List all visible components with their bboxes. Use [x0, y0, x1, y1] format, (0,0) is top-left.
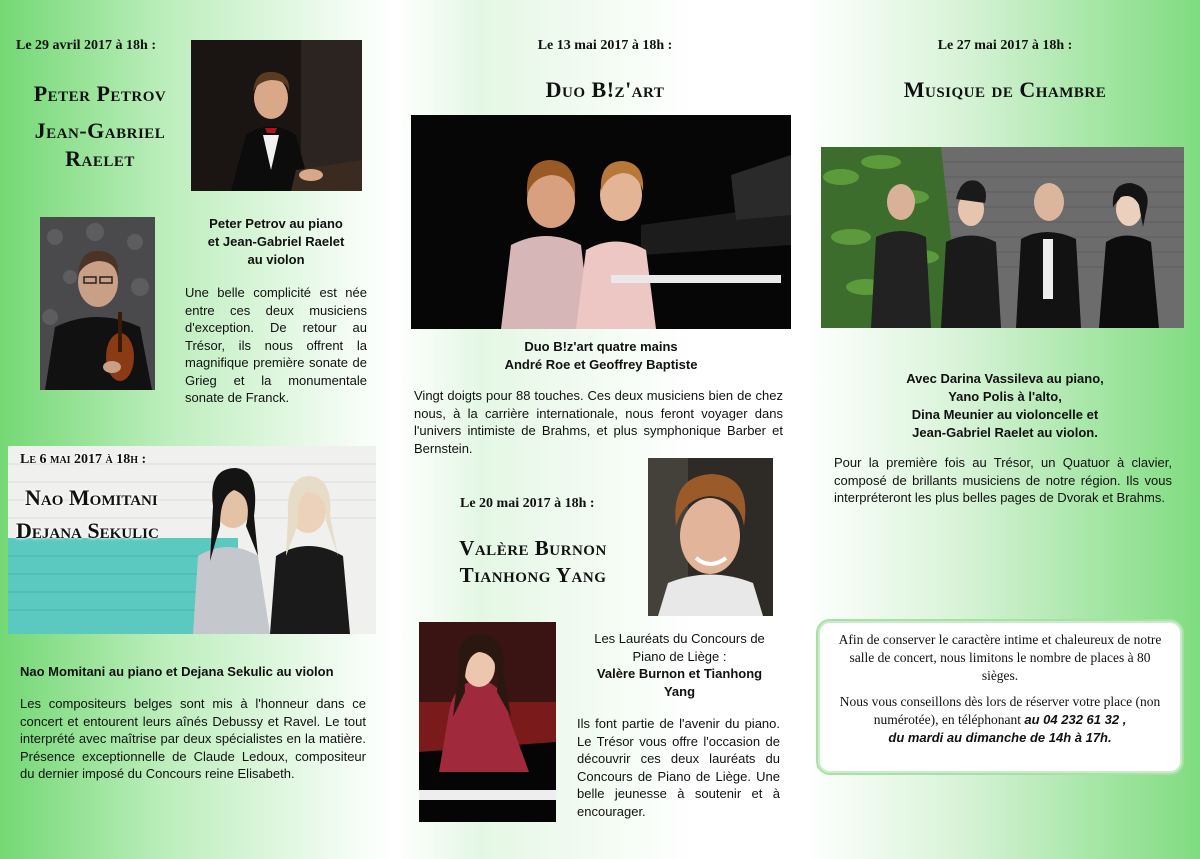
- caption-line: Jean-Gabriel Raelet au violon.: [912, 425, 1098, 440]
- reservation-instructions: [830, 693, 1170, 747]
- concert-date-burnon-yang: Le 20 mai 2017 à 18h :: [460, 496, 595, 511]
- title-line: Peter Petrov: [33, 81, 167, 106]
- intro-line: Les Lauréats du Concours de: [594, 631, 765, 646]
- reservation-text: Nous vous conseillons dès lors de réserver votre place (non numérotée), en téléphonant: [839, 694, 1161, 727]
- intro-burnon-yang: [577, 630, 782, 700]
- photo-jean-gabriel-raelet: [40, 217, 155, 390]
- photo-tianhong-yang: [419, 622, 556, 822]
- description-burnon-yang: Ils font partie de l'avenir du piano. Le Trésor vous offre l'occasion de découvrir ces deux lauréats du Concours de Piano de Liège. Une belle jeunesse à soutenir et à encourager.: [577, 716, 780, 819]
- concert-date-musique-de-chambre: Le 27 mai 2017 à 18h :: [937, 38, 1073, 53]
- description-momitani-sekulic: Les compositeurs belges sont mis à l'honneur dans ce concert et entourent leurs aînés Debussy et Ravel. Le tout interprété avec maîtrise par deux spécialistes en la matière. Présence exceptionnelle de Claude Ledoux, compositeur du dernier imposé du Concours reine Elisabeth.: [20, 696, 366, 781]
- caption-duo-bizart: [411, 338, 791, 374]
- caption-line: Peter Petrov au piano: [209, 216, 343, 231]
- caption-line: Yano Polis à l'alto,: [948, 389, 1062, 404]
- caption-line: au violon: [247, 252, 305, 267]
- reservation-phone: au 04 232 61 32 ,: [1024, 712, 1127, 727]
- caption-line: Avec Darina Vassileva au piano,: [906, 371, 1104, 386]
- caption-momitani-sekulic: Nao Momitani au piano et Dejana Sekulic au violon: [20, 664, 334, 679]
- title-line: Tianhong Yang: [459, 563, 607, 588]
- caption-line: Dina Meunier au violoncelle et: [911, 407, 1099, 422]
- concert-title-duo-bizart: Duo B!z'art: [545, 77, 665, 102]
- description-quatuor: Pour la première fois au Trésor, un Quatuor à clavier, composé de brillants musiciens de notre région. Ils vous interpréteront les plus belles pages de Dvorak et Brahms.: [834, 455, 1172, 505]
- banner-name-nao-momitani: Nao Momitani: [25, 485, 158, 510]
- names-line: Yang: [663, 683, 696, 699]
- banner-name-dejana-sekulic: Dejana Sekulic: [16, 518, 159, 543]
- names-line: Valère Burnon et Tianhong: [596, 666, 763, 681]
- description-petrov: Une belle complicité est née entre ces deux musiciens d'exception. De retour au Trésor, ils nous offrent la magnifique première sonate de Grieg et la monumentale sonate de Franck.: [185, 285, 367, 405]
- concert-date-petrov: Le 29 avril 2017 à 18h :: [16, 38, 156, 53]
- title-line: Raelet: [65, 146, 135, 172]
- photo-peter-petrov: [191, 40, 362, 191]
- photo-valere-burnon: [648, 458, 773, 616]
- description-duo-bizart: Vingt doigts pour 88 touches. Ces deux musiciens bien de chez nous, à la carrière internationale, nous feront voyager dans l'univers intimiste de Brahms, et plus symphonique Barber et Bernstein.: [414, 388, 783, 456]
- caption-line: et Jean-Gabriel Raelet: [207, 234, 345, 249]
- photo-quatuor: [821, 147, 1184, 328]
- title-line: Jean-Gabriel: [34, 117, 166, 143]
- concert-date-duo-bizart: Le 13 mai 2017 à 18h :: [537, 38, 673, 53]
- caption-petrov: [186, 215, 366, 269]
- photo-duo-bizart: [411, 115, 791, 329]
- banner-date-momitani: Le 6 mai 2017 à 18h :: [20, 452, 147, 467]
- title-line: Valère Burnon: [459, 536, 607, 560]
- caption-line: Duo B!z'art quatre mains: [524, 339, 678, 354]
- reservation-info-box: [816, 619, 1184, 775]
- intro-line: Piano de Liège :: [632, 648, 727, 664]
- caption-quatuor: [840, 370, 1170, 442]
- concert-title-musique-de-chambre: Musique de Chambre: [903, 77, 1107, 102]
- concert-title-burnon-yang: [422, 535, 644, 590]
- concert-title-petrov: [10, 80, 190, 174]
- reservation-capacity-text: Afin de conserver le caractère intime et chaleureux de notre salle de concert, nous limitons le nombre de places à 80 sièges.: [838, 632, 1162, 683]
- caption-line: André Roe et Geoffrey Baptiste: [504, 357, 698, 372]
- reservation-hours: du mardi au dimanche de 14h à 17h.: [888, 730, 1112, 745]
